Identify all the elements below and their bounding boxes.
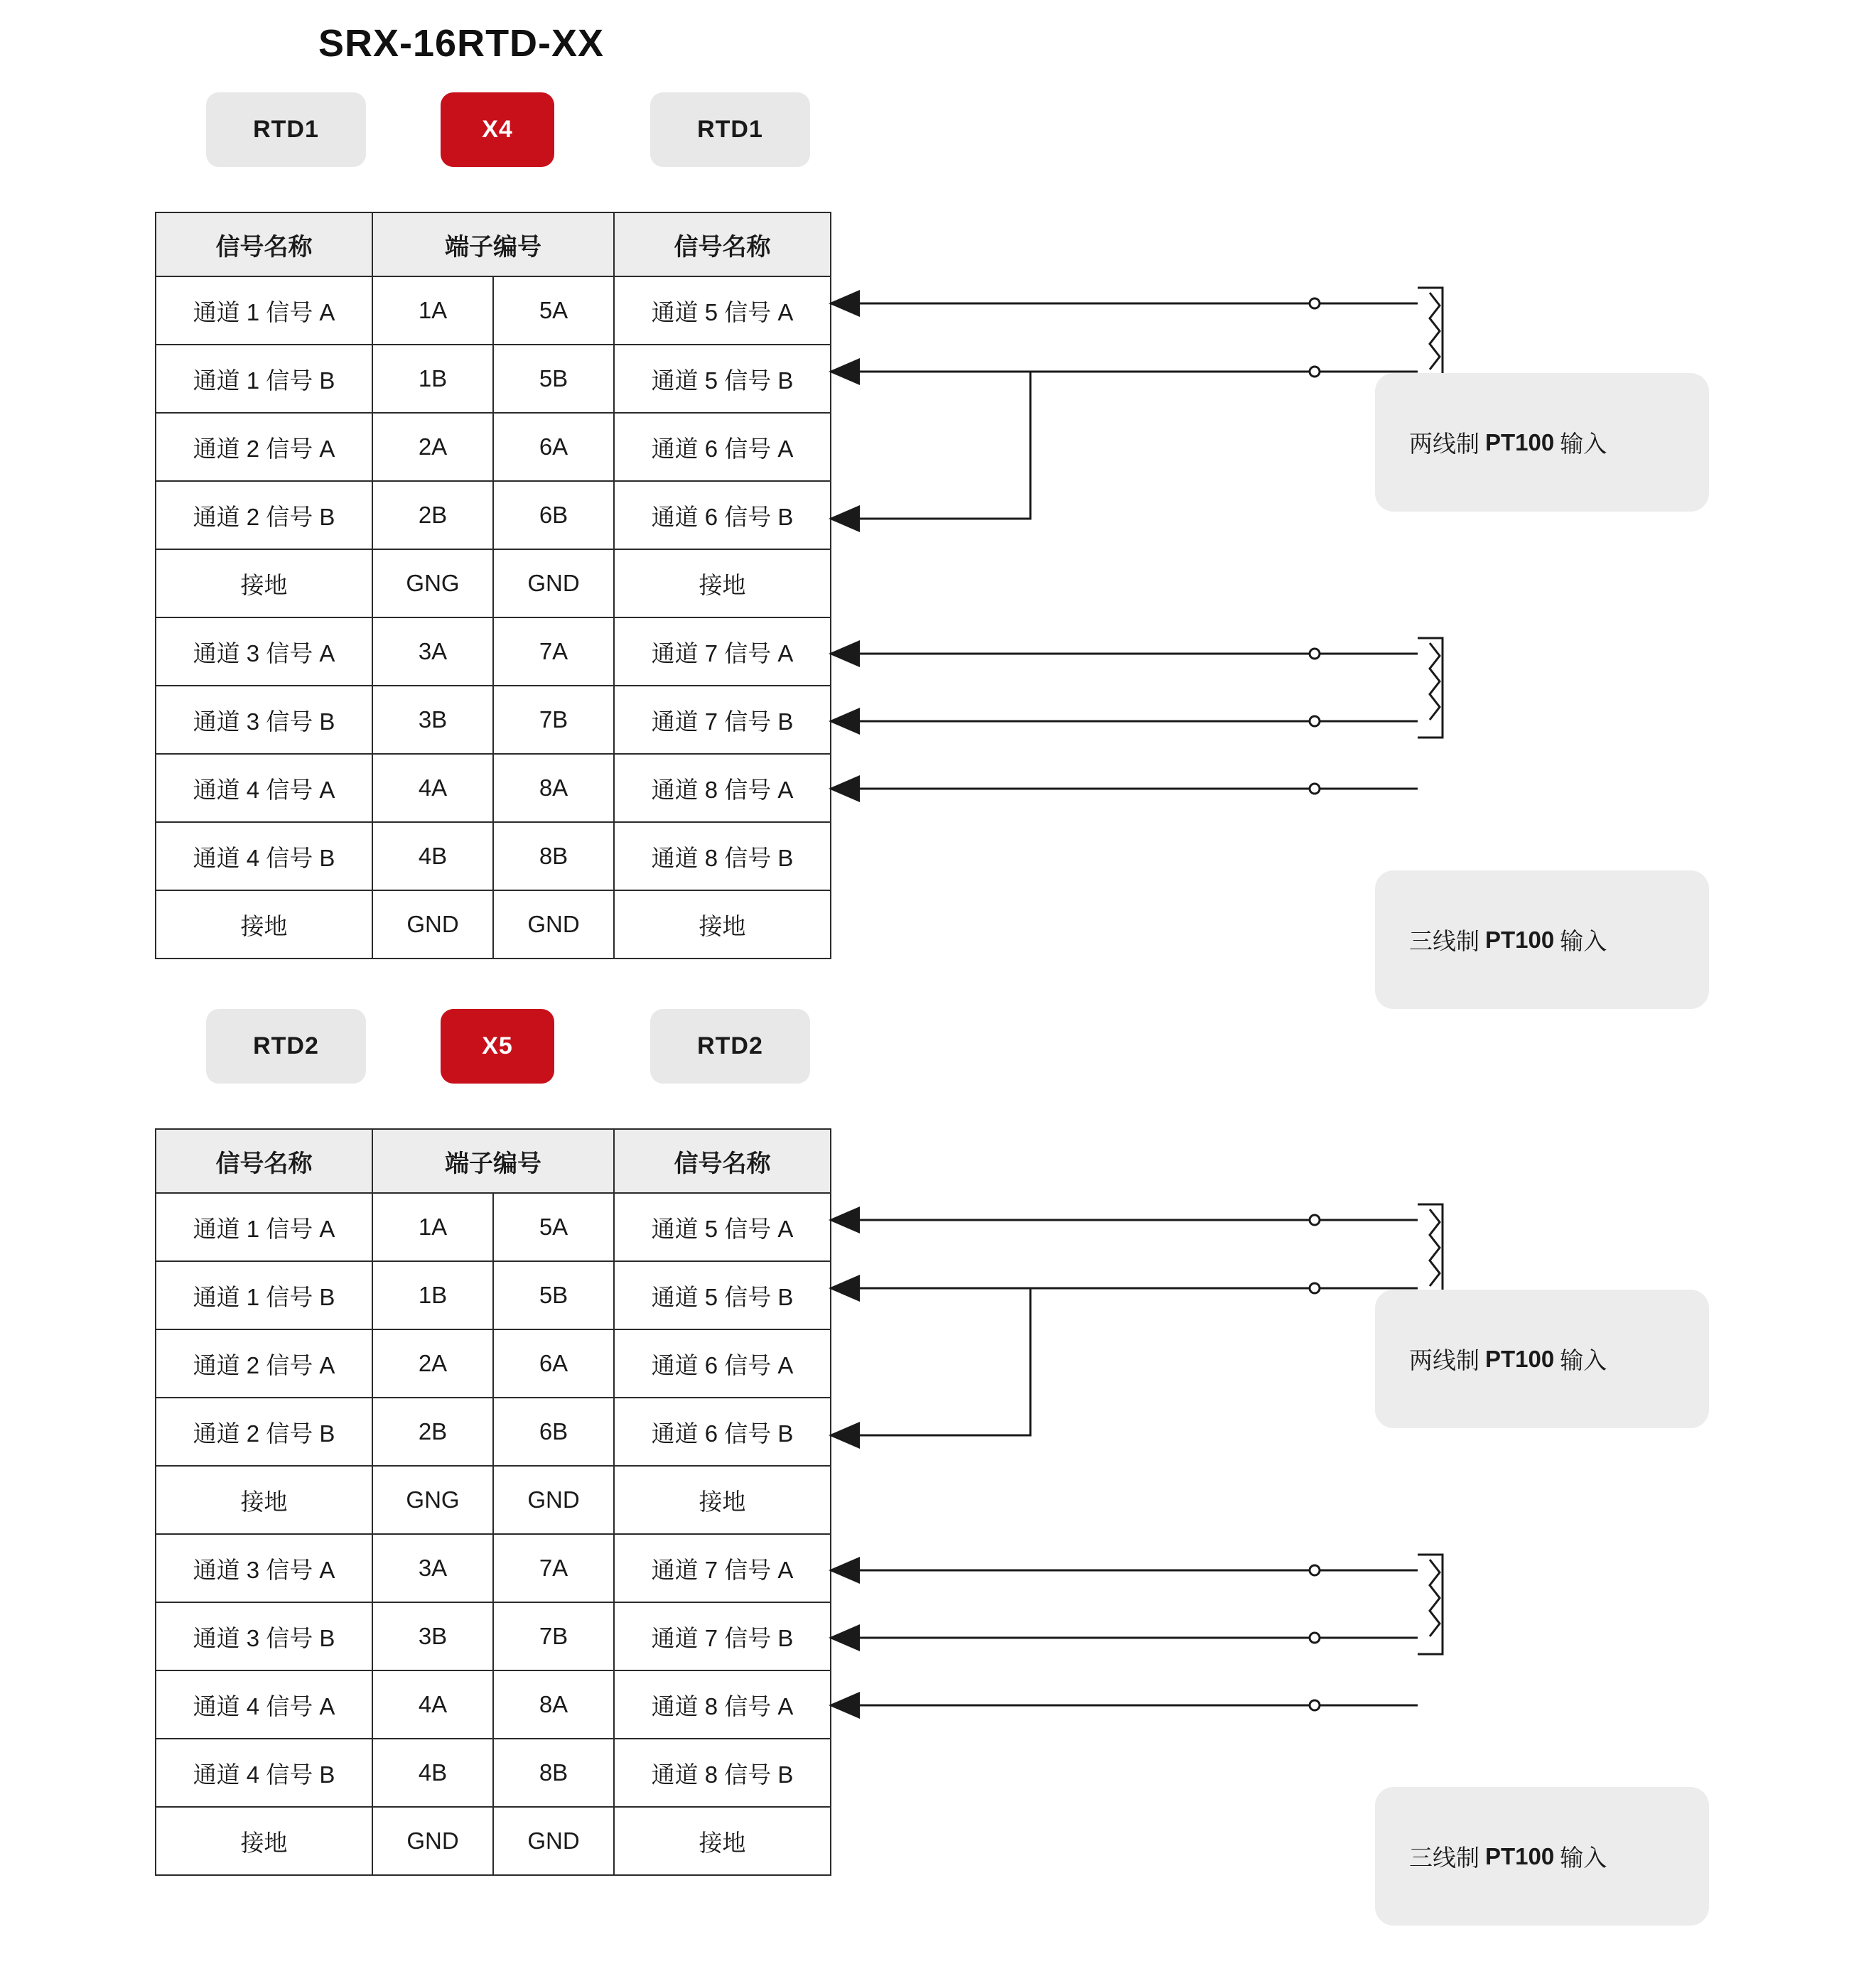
cell-terminal-left: 1B <box>372 1261 493 1329</box>
table-row <box>156 1602 831 1670</box>
cell-terminal-left: GNG <box>372 1466 493 1534</box>
cell-signal-right: 通道 5 信号 A <box>614 276 831 345</box>
connector-label-x5: X5 <box>441 1009 554 1084</box>
table-row <box>156 1398 831 1466</box>
cell-terminal-right: GND <box>493 890 614 959</box>
table-row <box>156 345 831 413</box>
cell-terminal-right: 7B <box>493 1602 614 1670</box>
cell-signal-left: 接地 <box>156 1466 372 1534</box>
table-row <box>156 1739 831 1807</box>
table-row <box>156 549 831 617</box>
cell-signal-right: 通道 7 信号 B <box>614 1602 831 1670</box>
cell-signal-right: 通道 5 信号 B <box>614 345 831 413</box>
cell-terminal-left: GND <box>372 1807 493 1875</box>
header-signal-name-right: 信号名称 <box>614 1129 831 1193</box>
page-title: SRX-16RTD-XX <box>318 22 605 65</box>
cell-terminal-right: GND <box>493 549 614 617</box>
table-row <box>156 1534 831 1602</box>
wiring-diagram-x5 <box>817 1009 1876 1869</box>
cell-signal-left: 通道 3 信号 A <box>156 617 372 686</box>
cell-terminal-left: 2B <box>372 1398 493 1466</box>
table-row <box>156 413 831 481</box>
table-row <box>156 617 831 686</box>
note-three-wire-type: PT100 <box>1485 926 1555 953</box>
note-three-wire-pt100 <box>1375 1787 1709 1926</box>
cell-terminal-right: GND <box>493 1807 614 1875</box>
cell-terminal-left: 3A <box>372 617 493 686</box>
cell-signal-left: 通道 2 信号 B <box>156 1398 372 1466</box>
cell-signal-right: 接地 <box>614 890 831 959</box>
note-three-wire-prefix: 三线制 <box>1409 928 1479 954</box>
table-row <box>156 686 831 754</box>
terminal-table-x5 <box>155 1128 831 1876</box>
cell-terminal-left: GND <box>372 890 493 959</box>
table-row <box>156 754 831 822</box>
cell-signal-left: 通道 4 信号 B <box>156 822 372 890</box>
cell-terminal-right: 8B <box>493 1739 614 1807</box>
cell-signal-left: 通道 2 信号 A <box>156 1329 372 1398</box>
cell-terminal-right: 8A <box>493 1670 614 1739</box>
cell-signal-right: 通道 5 信号 B <box>614 1261 831 1329</box>
table-row <box>156 276 831 345</box>
table-header-row <box>156 1129 831 1193</box>
header-terminal-number: 端子编号 <box>372 1129 614 1193</box>
cell-signal-right: 通道 7 信号 B <box>614 686 831 754</box>
cell-signal-right: 通道 8 信号 A <box>614 1670 831 1739</box>
table-row <box>156 890 831 959</box>
cell-signal-right: 通道 6 信号 B <box>614 1398 831 1466</box>
cell-signal-right: 接地 <box>614 1466 831 1534</box>
note-two-wire-prefix: 两线制 <box>1409 431 1479 457</box>
cell-terminal-left: 3B <box>372 1602 493 1670</box>
table-header-row <box>156 212 831 276</box>
cell-signal-right: 通道 8 信号 B <box>614 1739 831 1807</box>
header-signal-name-left: 信号名称 <box>156 1129 372 1193</box>
cell-signal-right: 通道 6 信号 A <box>614 413 831 481</box>
cell-terminal-right: 7A <box>493 617 614 686</box>
cell-terminal-right: 6B <box>493 1398 614 1466</box>
table-row <box>156 1670 831 1739</box>
cell-terminal-left: 2A <box>372 413 493 481</box>
cell-terminal-right: 8B <box>493 822 614 890</box>
wire-arrowheads <box>829 290 860 802</box>
cell-terminal-right: 7A <box>493 1534 614 1602</box>
note-two-wire-pt100 <box>1375 1290 1709 1428</box>
table-row <box>156 481 831 549</box>
note-two-wire-suffix: 输入 <box>1560 1347 1607 1373</box>
note-three-wire-type: PT100 <box>1485 1842 1555 1869</box>
connector-label-x4: X4 <box>441 92 554 167</box>
cell-signal-left: 通道 2 信号 A <box>156 413 372 481</box>
cell-terminal-left: 4A <box>372 1670 493 1739</box>
note-three-wire-suffix: 输入 <box>1560 928 1607 954</box>
cell-terminal-right: 7B <box>493 686 614 754</box>
connector-pill-row <box>0 1009 853 1101</box>
table-row <box>156 1466 831 1534</box>
cell-signal-right: 通道 8 信号 A <box>614 754 831 822</box>
cell-terminal-left: 3A <box>372 1534 493 1602</box>
note-three-wire-pt100 <box>1375 870 1709 1009</box>
cell-signal-left: 通道 4 信号 A <box>156 1670 372 1739</box>
wire-arrowheads <box>829 1206 860 1719</box>
cell-terminal-right: 5B <box>493 1261 614 1329</box>
cell-signal-left: 接地 <box>156 890 372 959</box>
cell-signal-right: 接地 <box>614 549 831 617</box>
cell-terminal-right: GND <box>493 1466 614 1534</box>
cell-terminal-left: 1B <box>372 345 493 413</box>
cell-signal-left: 通道 3 信号 B <box>156 1602 372 1670</box>
cell-terminal-left: 4B <box>372 1739 493 1807</box>
header-signal-name-right: 信号名称 <box>614 212 831 276</box>
note-two-wire-pt100 <box>1375 373 1709 512</box>
header-signal-name-left: 信号名称 <box>156 212 372 276</box>
table-row <box>156 822 831 890</box>
note-two-wire-type: PT100 <box>1485 428 1555 455</box>
cell-terminal-left: 1A <box>372 1193 493 1261</box>
cell-terminal-right: 5A <box>493 1193 614 1261</box>
cell-signal-left: 通道 4 信号 B <box>156 1739 372 1807</box>
connector-pill-row <box>0 92 853 185</box>
table-row <box>156 1807 831 1875</box>
cell-signal-right: 通道 6 信号 A <box>614 1329 831 1398</box>
cell-signal-left: 接地 <box>156 1807 372 1875</box>
connector-label-right-rtd1: RTD1 <box>650 92 810 167</box>
cell-signal-right: 通道 6 信号 B <box>614 481 831 549</box>
cell-signal-right: 接地 <box>614 1807 831 1875</box>
cell-terminal-right: 8A <box>493 754 614 822</box>
connector-label-left-rtd1: RTD1 <box>206 92 366 167</box>
connector-label-right-rtd2: RTD2 <box>650 1009 810 1084</box>
cell-terminal-right: 5A <box>493 276 614 345</box>
wiring-diagram-x4 <box>817 92 1876 952</box>
cell-terminal-right: 5B <box>493 345 614 413</box>
cell-signal-left: 通道 2 信号 B <box>156 481 372 549</box>
note-two-wire-type: PT100 <box>1485 1345 1555 1372</box>
cell-signal-left: 接地 <box>156 549 372 617</box>
cell-signal-left: 通道 1 信号 A <box>156 276 372 345</box>
note-two-wire-prefix: 两线制 <box>1409 1347 1479 1373</box>
cell-terminal-left: 1A <box>372 276 493 345</box>
cell-terminal-right: 6A <box>493 413 614 481</box>
cell-signal-left: 通道 4 信号 A <box>156 754 372 822</box>
table-row <box>156 1193 831 1261</box>
cell-signal-left: 通道 1 信号 B <box>156 1261 372 1329</box>
cell-terminal-left: 3B <box>372 686 493 754</box>
note-three-wire-prefix: 三线制 <box>1409 1845 1479 1871</box>
cell-signal-right: 通道 7 信号 A <box>614 617 831 686</box>
cell-terminal-right: 6A <box>493 1329 614 1398</box>
table-row <box>156 1261 831 1329</box>
terminal-table-x4 <box>155 212 831 959</box>
cell-terminal-left: GNG <box>372 549 493 617</box>
cell-signal-left: 通道 1 信号 A <box>156 1193 372 1261</box>
table-row <box>156 1329 831 1398</box>
cell-terminal-left: 4A <box>372 754 493 822</box>
cell-terminal-right: 6B <box>493 481 614 549</box>
cell-signal-right: 通道 8 信号 B <box>614 822 831 890</box>
connector-label-left-rtd2: RTD2 <box>206 1009 366 1084</box>
cell-terminal-left: 2A <box>372 1329 493 1398</box>
cell-signal-left: 通道 3 信号 B <box>156 686 372 754</box>
cell-signal-right: 通道 5 信号 A <box>614 1193 831 1261</box>
cell-signal-right: 通道 7 信号 A <box>614 1534 831 1602</box>
header-terminal-number: 端子编号 <box>372 212 614 276</box>
note-two-wire-suffix: 输入 <box>1560 431 1607 457</box>
cell-signal-left: 通道 1 信号 B <box>156 345 372 413</box>
cell-terminal-left: 4B <box>372 822 493 890</box>
note-three-wire-suffix: 输入 <box>1560 1845 1607 1871</box>
cell-terminal-left: 2B <box>372 481 493 549</box>
cell-signal-left: 通道 3 信号 A <box>156 1534 372 1602</box>
